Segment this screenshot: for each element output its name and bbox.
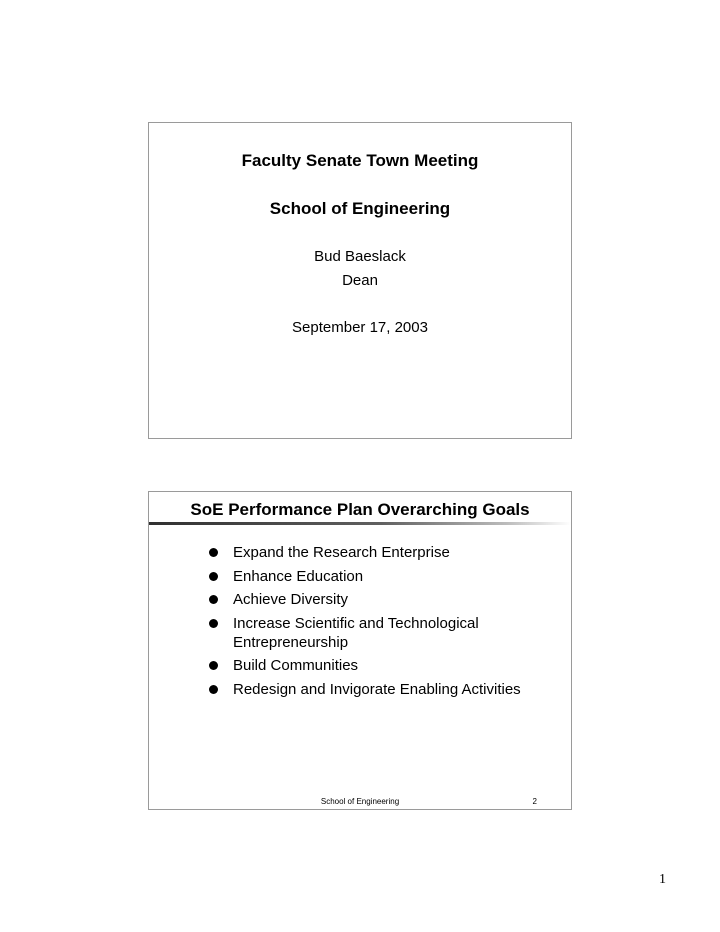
list-item-text: Increase Scientific and Technological Entrepreneurship bbox=[233, 614, 479, 651]
bullet-icon bbox=[209, 661, 218, 670]
slide-2-title: SoE Performance Plan Overarching Goals bbox=[190, 500, 530, 519]
slide-2 bbox=[148, 491, 572, 810]
list-item-text: Redesign and Invigorate Enabling Activities bbox=[233, 680, 521, 698]
slide-footer: School of Engineering bbox=[320, 797, 400, 806]
bullet-icon bbox=[209, 548, 218, 557]
list-item-text: Build Communities bbox=[233, 657, 359, 675]
list-item bbox=[207, 656, 563, 675]
bullet-icon bbox=[209, 572, 218, 581]
list-item bbox=[207, 567, 563, 586]
title-underline bbox=[149, 522, 571, 525]
list-item bbox=[207, 680, 563, 699]
presenter-name: Bud Baeslack bbox=[314, 248, 406, 265]
slide-1-subtitle: School of Engineering bbox=[269, 199, 451, 218]
goals-list bbox=[207, 543, 563, 704]
list-item-text: Expand the Research Enterprise bbox=[233, 544, 450, 561]
slide-number: 2 bbox=[532, 797, 537, 806]
slide-1-title: Faculty Senate Town Meeting bbox=[241, 151, 479, 170]
list-item-text: Enhance Education bbox=[233, 567, 364, 585]
slide-1 bbox=[148, 122, 572, 439]
presenter-role: Dean bbox=[342, 272, 378, 289]
list-item-text: Achieve Diversity bbox=[233, 591, 349, 609]
presentation-date: September 17, 2003 bbox=[292, 319, 428, 336]
list-item bbox=[207, 590, 563, 609]
bullet-icon bbox=[209, 619, 218, 628]
bullet-icon bbox=[209, 595, 218, 604]
bullet-icon bbox=[209, 685, 218, 694]
list-item bbox=[207, 543, 563, 562]
list-item bbox=[207, 614, 563, 652]
page-number: 1 bbox=[659, 872, 666, 887]
